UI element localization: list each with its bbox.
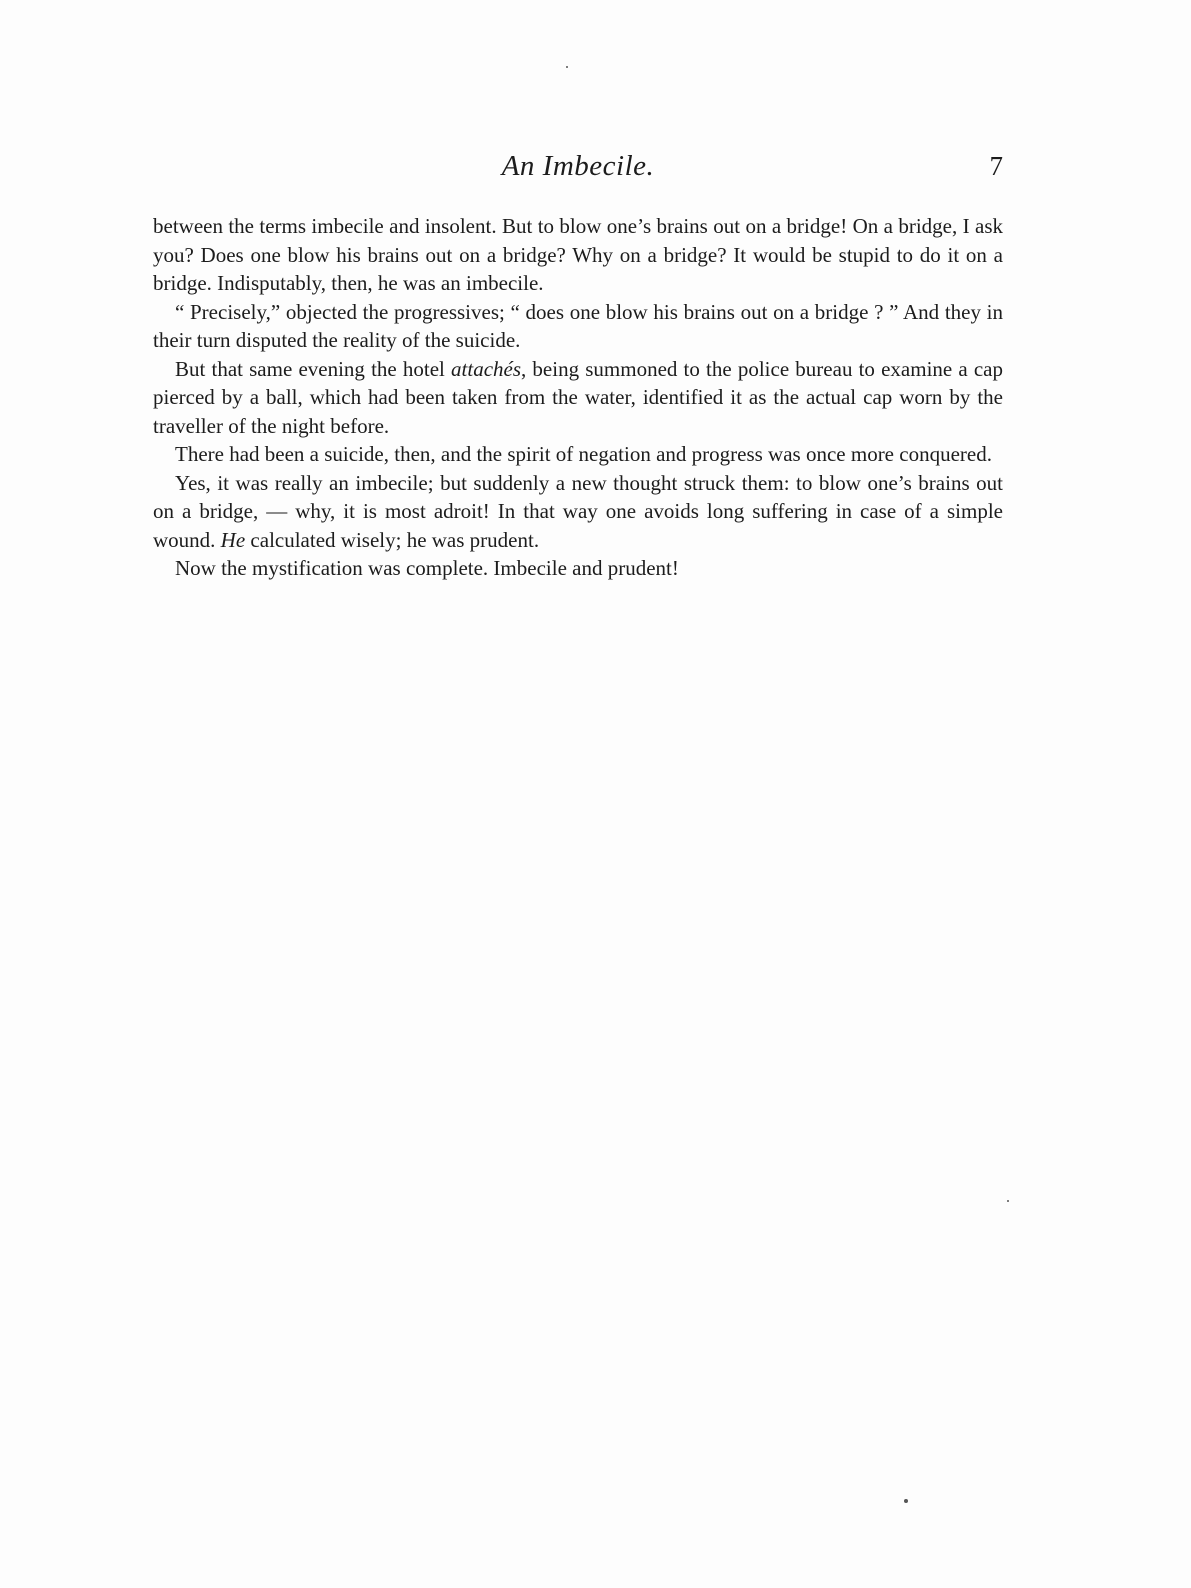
text-run: “ Precisely,” objected the progressives; “ does one blow his brains out on a bridge ? ” And they in their turn disputed the reality of the suicide. <box>153 299 1003 352</box>
text-run: between the terms imbecile and insolent. But to blow one’s brains out on a bridge! On a bridge, I ask you? Does one blow his brains out on a bridge? Why on a bridge? It would be stupid to do it on a bridge. Indisputably, then, he was an imbecile. <box>153 214 1003 295</box>
paragraph-p4 <box>153 440 1003 469</box>
paragraph-p6 <box>153 554 1003 583</box>
text-run: calculated wisely; he was prudent. <box>245 527 540 552</box>
paragraph-p2 <box>153 298 1003 355</box>
running-title: An Imbecile. <box>501 150 655 182</box>
scan-speck <box>1007 1200 1009 1202</box>
paragraph-p5 <box>153 469 1003 555</box>
text-run: Yes, it was really an imbecile; but suddenly a new thought struck them: to blow one’s brains out on a bridge, — why, it is most adroit! In that way one avoids long suffering in case of a simple wound. <box>153 470 1003 552</box>
paragraph-p1 <box>153 212 1003 298</box>
italic-text: attachés <box>451 356 522 381</box>
scan-speck <box>904 1499 908 1503</box>
text-run: , being summoned to the police bureau to examine a cap pierced by a ball, which had been taken from the water, identified it as the actual cap worn by the traveller of the night before. <box>153 356 1003 438</box>
italic-text: He <box>220 527 246 552</box>
running-head <box>153 146 1003 186</box>
page-number: 7 <box>989 151 1003 181</box>
body-text <box>153 212 1003 583</box>
text-run: But that same evening the hotel <box>175 356 452 381</box>
paragraph-p3 <box>153 355 1003 441</box>
scan-speck <box>566 66 568 68</box>
text-run: Now the mystification was complete. Imbecile and prudent! <box>175 556 679 580</box>
text-run: There had been a suicide, then, and the spirit of negation and progress was once more conquered. <box>175 442 992 466</box>
